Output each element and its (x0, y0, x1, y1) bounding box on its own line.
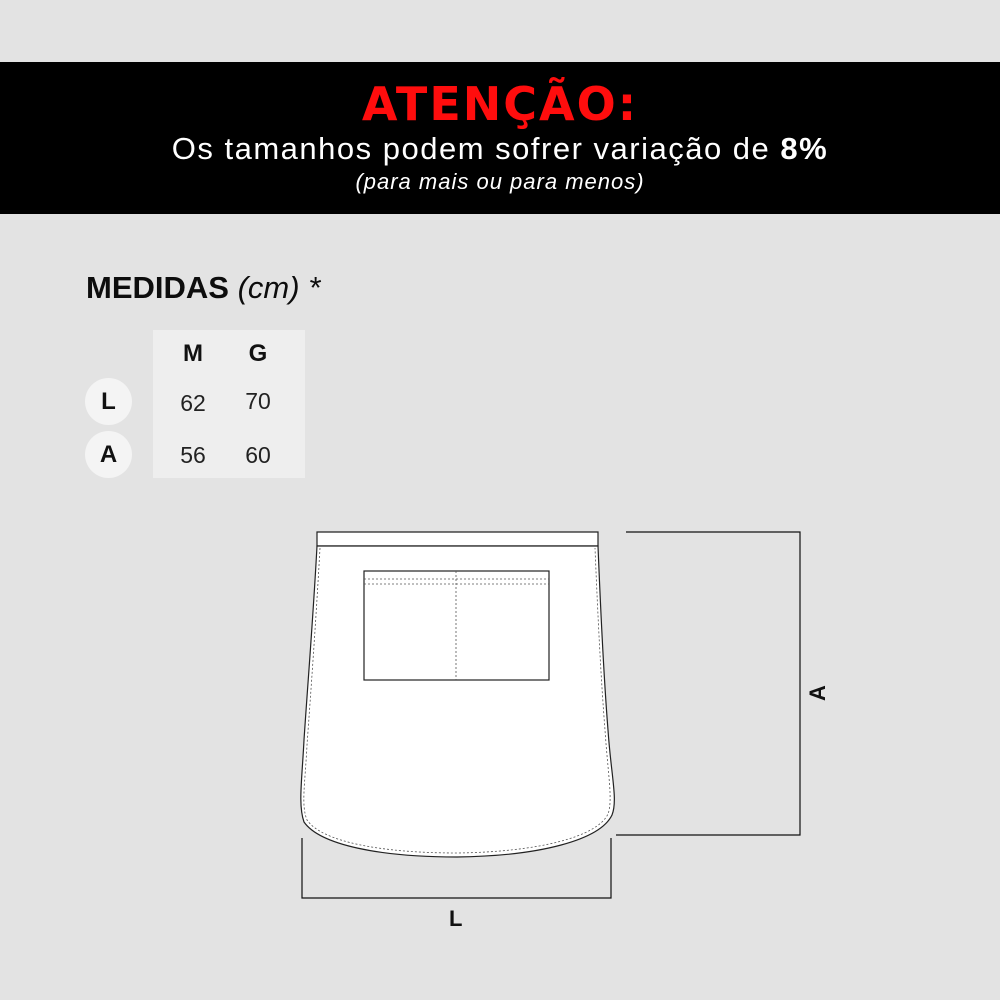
column-header-g: G (248, 340, 268, 367)
row-label-a: A (85, 431, 132, 478)
measures-note-mark: * (308, 270, 321, 305)
cell-a-g: 60 (245, 442, 271, 468)
height-dimension (616, 532, 800, 835)
cell-l-g: 70 (245, 388, 271, 414)
cell-a-m: 56 (180, 442, 206, 468)
column-header-m: M (183, 340, 203, 367)
measures-unit: (cm) (237, 270, 300, 305)
height-dimension-line (616, 532, 800, 835)
cell-l-m: 62 (180, 390, 206, 416)
height-label: A (804, 685, 830, 701)
apron-illustration (301, 532, 615, 857)
measures-title: MEDIDAS (86, 270, 229, 305)
variation-percent: 8% (780, 131, 829, 166)
apron-pocket (364, 571, 549, 680)
alert-subtext: (para mais ou para menos) (355, 169, 645, 194)
width-label: L (449, 906, 463, 931)
alert-title: ATENÇÃO: (361, 77, 639, 131)
row-label-l: L (85, 378, 132, 425)
alert-message-text: Os tamanhos podem sofrer variação de (171, 131, 771, 166)
apron-waistband (317, 532, 598, 546)
